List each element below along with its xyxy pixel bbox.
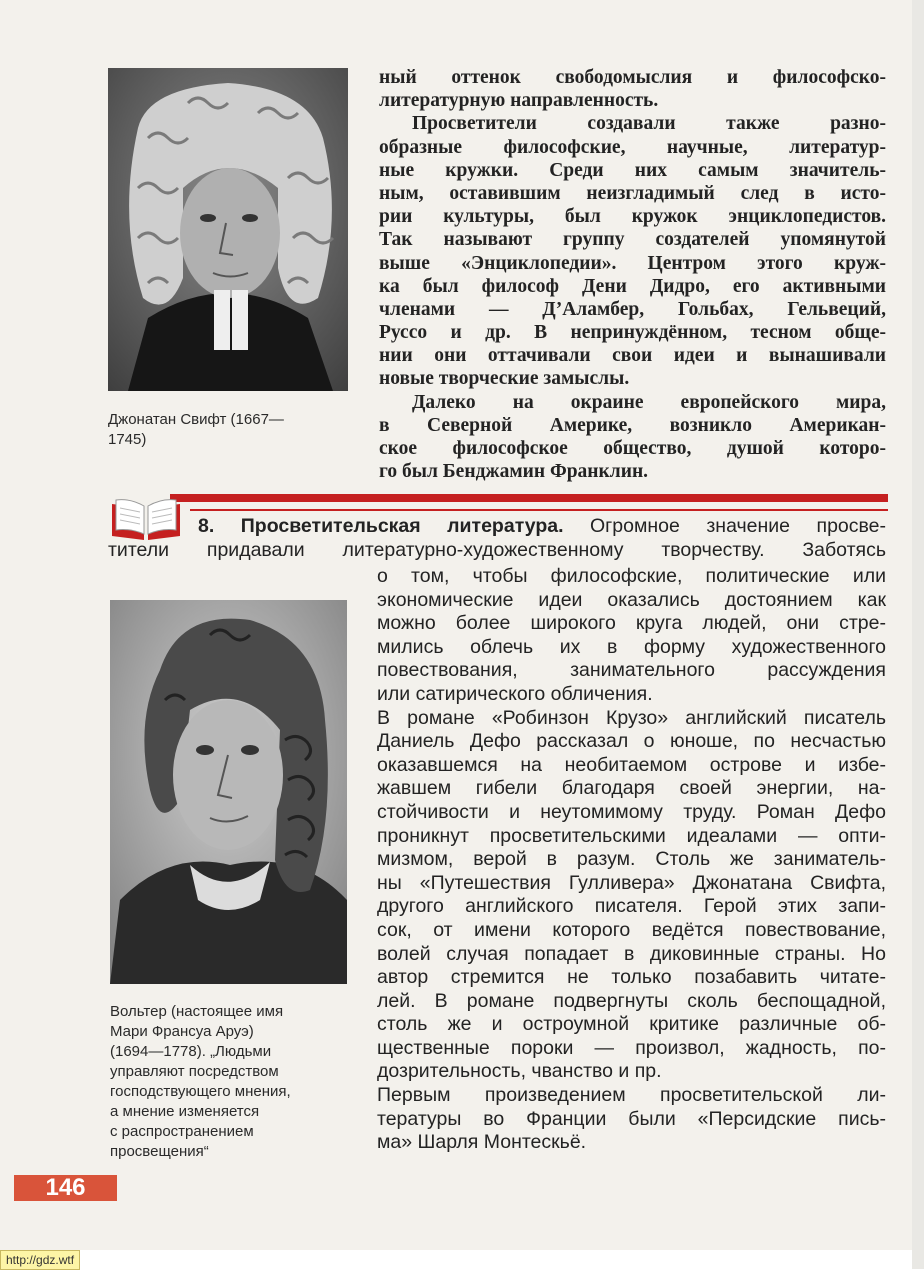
- text-line: о том, чтобы философские, политические или: [377, 565, 886, 587]
- text-line: тературы во Франции были «Персидские пись-: [377, 1107, 886, 1130]
- text-line: мились облечь их в форму художественного: [377, 635, 886, 658]
- text-line: экономические идеи оказались достоянием как: [377, 588, 886, 611]
- text-line: в Северной Америке, возникло Американ-: [379, 414, 886, 436]
- text-line: выше «Энциклопедии». Центром этого круж-: [379, 252, 886, 274]
- text-line: Первым произведением просветительской ли-: [377, 1084, 886, 1107]
- text-line: В романе «Робинзон Крузо» английский писатель: [377, 706, 886, 729]
- text-line: ны «Путешествия Гулливера» Джонатана Свифта,: [377, 871, 886, 894]
- text-line: повествования, занимательного рассуждения: [377, 659, 886, 682]
- swift-portrait: [108, 68, 348, 391]
- text-line: литературную направленность.: [379, 90, 659, 112]
- text-line: столь же и остроумной критике различные об-: [377, 1013, 886, 1036]
- text-line: проникнут просветительскими идеалами — опти-: [377, 824, 886, 847]
- voltaire-caption: Вольтер (настоящее имя Мари Франсуа Аруэ) (1694—1778). „Людьми управляют посредством господствующего мнения, а мнение изменяется с распространением просвещения“: [110, 1003, 291, 1160]
- swift-caption: Джонатан Свифт (1667— 1745): [108, 411, 284, 448]
- text-line: ные кружки. Среди них самым значитель-: [379, 159, 886, 181]
- text-line: ское философское общество, душой которо-: [379, 438, 886, 459]
- text-line: образные философские, научные, литератур-: [379, 136, 886, 158]
- text-line: щественные пороки — произвол, жадность, по-: [377, 1036, 886, 1059]
- text-line: Руссо и др. В непринуждённом, тесном обще-: [379, 322, 886, 344]
- text-line: автор стремится не только позабавить читате-: [377, 966, 886, 989]
- text-line: ный оттенок свободомыслия и философско-: [379, 67, 886, 88]
- text-line: оказавшемся на необитаемом острове и избе-: [377, 753, 886, 776]
- text-line: Даниель Дефо рассказал о юноше, по несчастью: [377, 730, 886, 753]
- voltaire-portrait: [110, 600, 347, 984]
- text-line: лей. В романе подвергнуты сколь беспощадной,: [377, 989, 886, 1012]
- text-line: ным, оставившим неизгладимый след в исто-: [379, 182, 886, 204]
- section-body-column: [377, 565, 886, 1155]
- scan-edge: [912, 0, 924, 1269]
- text-line: другого английского писателя. Герой этих запи-: [377, 895, 886, 918]
- text-line: волей случая попадает в диковинные страны. Но: [377, 942, 886, 965]
- section-second-line: тители придавали литературно-художественному творчеству. Заботясь: [108, 538, 886, 561]
- text-line: дозрительность, чванство и пр.: [377, 1060, 662, 1083]
- text-line: рии культуры, был кружок энциклопедистов.: [379, 206, 886, 228]
- page-number: 146: [14, 1175, 117, 1201]
- text-line: го был Бенджамин Франклин.: [379, 461, 649, 483]
- section-intro: [108, 515, 886, 562]
- text-line: мизмом, верой в разум. Столь же заниматель-: [377, 848, 886, 871]
- section-first-line: 8. Просветительская литература. Огромное значение просве-: [198, 515, 886, 537]
- section-heading: 8. Просветительская литература.: [198, 515, 564, 537]
- text-line: Далеко на окраине европейского мира,: [412, 391, 886, 413]
- section-divider-thin: [190, 509, 888, 511]
- text-line: ма» Шарля Монтескьё.: [377, 1131, 587, 1154]
- watermark-link[interactable]: http://gdz.wtf: [0, 1250, 80, 1270]
- text-line: сок, от имени которого ведётся повествование,: [377, 918, 886, 941]
- text-line: жавшем гибели благодаря своей энергии, на-: [377, 777, 886, 800]
- text-line: новые творческие замыслы.: [379, 368, 630, 390]
- text-line: Так называют группу создателей упомянутой: [379, 229, 886, 251]
- top-text-column: [379, 66, 886, 483]
- text-line: членами — Д’Аламбер, Гольбах, Гельвеций,: [379, 298, 886, 320]
- text-line: или сатирического обличения.: [377, 682, 653, 705]
- text-line: нии они оттачивали свои идеи и вынашивали: [379, 345, 886, 367]
- section-divider: [170, 494, 888, 502]
- text-line: Просветители создавали также разно-: [412, 113, 886, 135]
- text-line: можно более широкого круга людей, они стре-: [377, 612, 886, 635]
- text-line: ка был философ Дени Дидро, его активными: [379, 275, 886, 297]
- text-line: стойчивости и неутомимому труду. Роман Дефо: [377, 800, 886, 823]
